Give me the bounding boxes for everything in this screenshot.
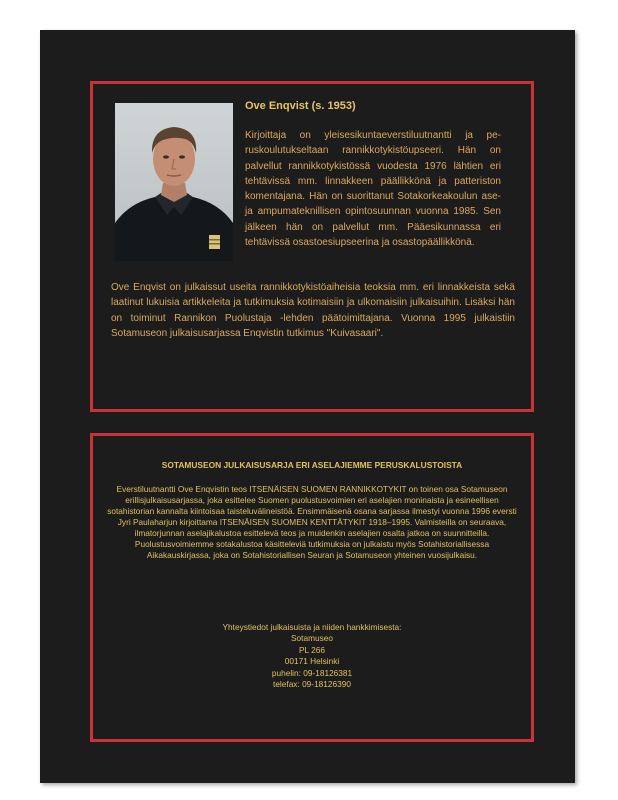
series-description: Everstiluutnantti Ove Enqvistin teos ITSENÄISEN SUOMEN RANNIKKOTYKIT on toinen osa Sotamuseon erillisjulkaisusarjassa, joka esittelee Suomen puolustusvoimien eri aselajien moninaista ja esineellisen sotahistorian kannalta kiintoisaa taisteluvälineistöä. Ensimmäisenä osana sarjassa ilmestyi vuonna 1996 eversti Jyri Paulaharjun kirjoittama ITSENÄISEN SUOMEN KENTTÄTYKIT 1918–1995. Valmisteilla on seuraava, ilmatorjunnan aselajikalustoa esittelevä teos ja muidenkin aselajien osalta jatkoa on suunnitteilla. Puolustusvoimiemme sotakalustoa käsitteleviä tutkimuksia on julkaistu myös Sotahistoriallisessa Aikakauskirjassa, joka on Sotahistoriallisen Seuran ja Sotamuseon yhteinen vuosijulkaisu. (107, 484, 517, 560)
author-bio-paragraph-2: Ove Enqvist on julkaissut useita rannikkotykistöaiheisia teoksia mm. eri linnakkeista sekä laatinut lukuisia artikkeleita ja tutkimuksia kotimaisiin ja ulkomaisiin julkaisuihin. Lisäksi hän on toiminut Rannikon Puolustaja -lehden päätoimittajana. Vuonna 1995 julkaistiin Sotamuseon julkaisusarjassa Enqvistin tutkimus "Kuivasaari". (111, 282, 515, 339)
book-back-cover (40, 30, 575, 783)
contact-city: 00171 Helsinki (284, 656, 340, 667)
contact-info (93, 622, 531, 690)
series-box (90, 433, 534, 742)
contact-organization: Sotamuseo (291, 633, 333, 644)
author-name: Ove Enqvist (s. 1953) (245, 100, 356, 112)
contact-phone: puhelin: 09-18126381 (271, 667, 353, 678)
contact-po-box: PL 266 (299, 644, 325, 655)
author-photo (115, 103, 233, 261)
series-title: SOTAMUSEON JULKAISUSARJA ERI ASELAJIEMME PERUSKALUSTOISTA (161, 460, 463, 470)
contact-heading: Yhteystiedot julkaisuista ja niiden hankkimisesta: (222, 622, 402, 632)
contact-fax: telefax: 09-18126390 (273, 679, 351, 690)
author-bio-paragraph-1: Kirjoittaja on yleisesikuntaeverstiluutnantti ja peruskoulutukseltaan rannikkotykistöupseeri. Hän on palvellut rannikkotykistössä vuodesta 1976 lähtien eri tehtävissä mm. linnakkeen päällikkönä ja patteriston komentajana. Hän on suorittanut Sotakorkeakoulun ase- ja ampumateknillisen opintosuunnan vuonna 1985. Sen jälkeen hän on palvellut mm. Pääesikunnassa eri tehtävissä osastoesiupseerina ja osastopäällikkönä. (245, 130, 501, 249)
author-box (90, 81, 534, 412)
